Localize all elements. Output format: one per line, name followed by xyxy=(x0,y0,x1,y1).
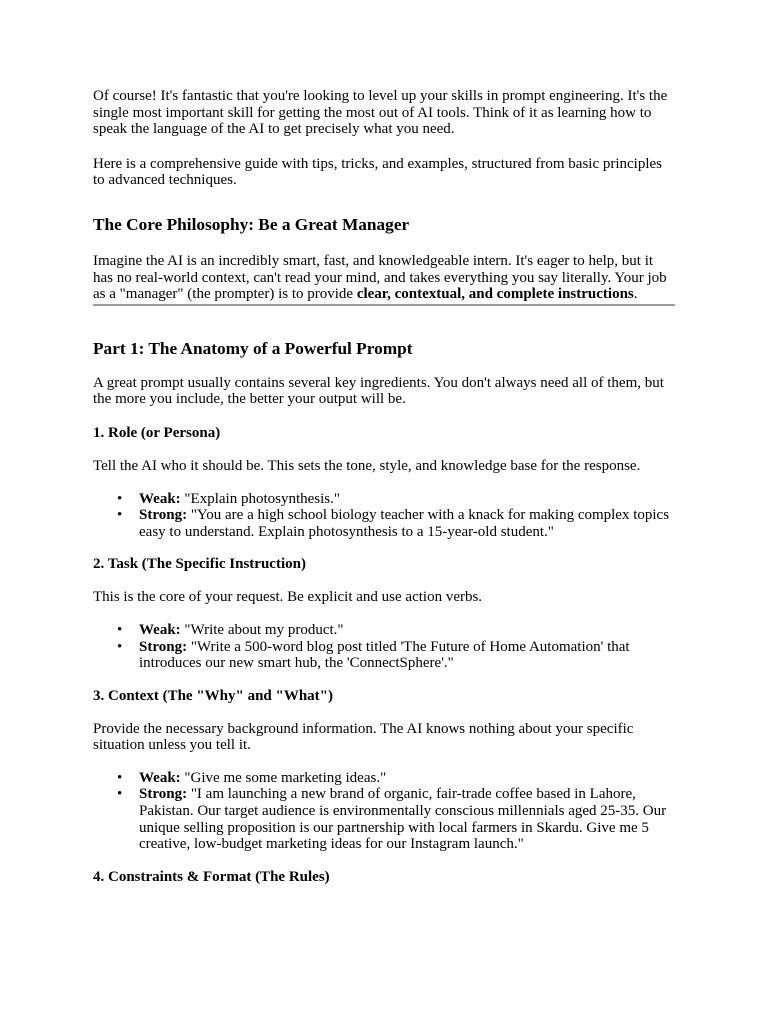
section-heading-constraints: 4. Constraints & Format (The Rules) xyxy=(93,868,330,885)
list-item-strong xyxy=(117,638,675,672)
weak-text: "Explain photosynthesis." xyxy=(180,490,340,507)
intro-paragraph-1: Of course! It's fantastic that you're looking to level up your skills in prompt engineering. It's the single most important skill for getting the most out of AI tools. Think of it as learning how to speak the language of the AI to get precisely what you need. xyxy=(93,88,668,138)
section-heading-context: 3. Context (The "Why" and "What") xyxy=(93,687,333,704)
document-body xyxy=(93,88,675,902)
weak-text: "Give me some marketing ideas." xyxy=(180,769,387,786)
horizontal-rule xyxy=(93,304,675,306)
example-list-task xyxy=(93,622,675,672)
bullet-icon: • xyxy=(117,769,123,786)
core-text-after: . xyxy=(633,286,638,303)
list-item-strong xyxy=(117,786,675,853)
bullet-icon: • xyxy=(117,490,123,507)
strong-text: "You are a high school biology teacher with a knack for making complex topics easy to understand. Explain photosynthesis to a 15-year-old student." xyxy=(139,507,670,540)
section-heading-task: 2. Task (The Specific Instruction) xyxy=(93,556,306,573)
list-item-weak xyxy=(117,490,675,508)
weak-label: Weak: xyxy=(139,769,181,786)
core-text-before: Imagine the AI is an incredibly smart, fast, and knowledgeable intern. It's eager to help, but it has no real-world context, can't read your mind, and takes everything you say literally. Your job as a "manager" (the prompter) is to provide xyxy=(93,252,667,303)
strong-label: Strong: xyxy=(139,507,188,524)
strong-label: Strong: xyxy=(139,638,188,655)
weak-label: Weak: xyxy=(139,490,181,507)
list-item-weak xyxy=(117,621,675,639)
example-list-context xyxy=(93,770,675,853)
strong-label: Strong: xyxy=(139,786,188,803)
section-text-role: Tell the AI who it should be. This sets the tone, style, and knowledge base for the response. xyxy=(93,457,641,474)
strong-text: "I am launching a new brand of organic, fair-trade coffee based in Lahore, Pakistan. Our target audience is environmentally conscious millennials aged 25-35. Our unique selling proposition is our partnership with local farmers in Skardu. Give me 5 creative, low-budget marketing ideas for our Instagram launch." xyxy=(139,786,667,853)
list-item-strong xyxy=(117,507,675,540)
part1-heading: Part 1: The Anatomy of a Powerful Prompt xyxy=(93,338,413,358)
section-text-task: This is the core of your request. Be explicit and use action verbs. xyxy=(93,589,483,606)
bullet-icon: • xyxy=(117,638,123,655)
strong-text: "Write a 500-word blog post titled 'The Future of Home Automation' that introduces our new smart hub, the 'ConnectSphere'." xyxy=(139,638,630,672)
section-text-context: Provide the necessary background information. The AI knows nothing about your specific situation unless you tell it. xyxy=(93,720,634,754)
section-heading-role: 1. Role (or Persona) xyxy=(93,424,221,441)
intro-paragraph-2: Here is a comprehensive guide with tips, tricks, and examples, structured from basic principles to advanced techniques. xyxy=(93,155,663,189)
core-philosophy-paragraph xyxy=(93,253,675,303)
example-list-role xyxy=(93,491,675,541)
bullet-icon: • xyxy=(117,621,123,638)
bullet-icon: • xyxy=(117,507,123,524)
bullet-icon: • xyxy=(117,786,123,803)
weak-label: Weak: xyxy=(139,621,181,638)
core-philosophy-heading: The Core Philosophy: Be a Great Manager xyxy=(93,214,410,234)
weak-text: "Write about my product." xyxy=(180,621,344,638)
list-item-weak xyxy=(117,769,675,787)
part1-intro-paragraph: A great prompt usually contains several key ingredients. You don't always need all of them, but the more you include, the better your output will be. xyxy=(93,374,664,408)
core-text-bold: clear, contextual, and complete instructions xyxy=(356,286,634,303)
